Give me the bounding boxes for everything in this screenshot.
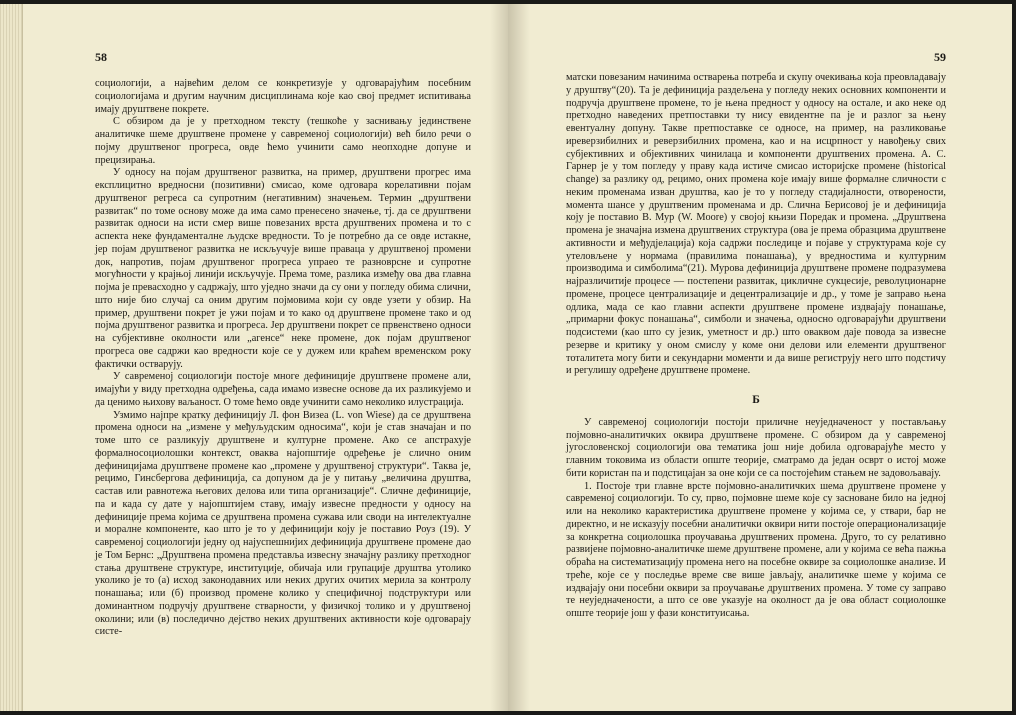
page-edges xyxy=(0,4,23,711)
section-heading: Б xyxy=(752,394,760,406)
paragraph: У односу на појам друштвеног развитка, на пример, друштвени прогрес има експлицитно вредносни (позитивни) смисао, коме одговара корелативни појам друштвеног регреса са супротним (негативним) значењем. Термин „друштвени развитак“ по томе основу може да има само пренесено значење, тј. да се друштвени развитак односи на исти смер више повезаних врста друштвених промена и то с аспекта неке фундаменталне људске вредности. То је потребно да се овде истакне, јер појам друштвеног развитка не искључује више праваца у друштвеној промени док, напротив, појам друштвеног прогреса упраео те разноврсне и супротне могућности у крајњој линији искључује. Према томе, разлика између ова два главна појма је превасходно у садржају, што уједно значи да су они у погледу обима слични, што није био случај са оним другим појмовима који су овде узети у обзир. На пример, друштвени покрет је ужи појам и то како од друштвене промене тако и од појма друштвеног развитка и прогреса. Јер друштвени покрет се првенствено односи на субјективне околности или „агенсе“ неке промене, док појам друштвеног прогреса ове садржи као вредности које се у дужем или краћем временском року фактички остварују. xyxy=(95,167,471,370)
left-page xyxy=(0,4,508,711)
paragraph: У савременој социологији постоји приличне неуједначеност у постављању појмовно-аналитичких оквира друштвене промене. С обзиром да у савременој југословенској социологији ова тематика још није добила одговарајуће место у главним токовима из области опште теорије, сматрамо да један осврт о истој може бити користан па и подстицајан за оне који се са постојећим стањем не задовољавају. xyxy=(566,416,946,479)
right-page xyxy=(508,4,1012,711)
gutter-shadow xyxy=(508,4,530,711)
left-body-text xyxy=(95,78,471,639)
paragraph: матски повезаним начинима остварења потреба и скупу очекивања која преовладавају у друштву“(20). Та је дефиниција раздељена у погледу неких основних компоненти и подручја друштвене промене, то је њена предност у односу на остале, и ако неке од претходно наведених претпоставки ту нису евидентне па је и разлог за њену евентуалну допуну. Такве претпоставке се односе, на пример, на разликовање иреверзибилних и реверзибилних промена, као и на исцрпност у навођењу свих субјективних и објективних чинилаца и компоненти друштвених промена. А. С. Гарнер је у том погледу у праву када истиче смисао историјске промене (historical change) за разлику од, рецимо, оних промена које имају више формалне сличности с неким променама изван друштва, као је то у погледу стадијалности, отворености, момента шансе у друштвеним променама и др. Слична Берисовој је и дефиниција коју је поставио В. Мур (W. Moore) у својој књизи Поредак и промена. „Друштвена промена је значајна измена друштвених структура (ова је према образцима друштвене активности и међудјелација) која садржи последице и појаве у структурама које су утеловљене у нормама (правилима понашања), у вредностима и културним производима и симболима“(21). Мурова дефиниција друштвене промене подразумева најразличитије процесе — постепени развитак, цикличне сукцесије, револуционарне промене, процесе централизације и децентрализације и др., у томе је заправо њена одлика, мада се као главни аспекти друштвене промене издвајају понашање, „примарни фокус понашања“, симболи и значења, односно одговарајући друштвени подсистеми (као што су језик, уметност и др.) што оваквом даје повода за извесне резерве и критику у оном смислу у коме они делови или елементи друштвеног тоталитета могу бити и секундарни моменти и да више региструју него што подстичу и регулишу одређене друштвене промене. xyxy=(566,72,946,377)
page-number: 59 xyxy=(934,50,946,64)
paragraph: С обзиром да је у претходном тексту (тешкоће у заснивању јединствене аналитичке шеме друштвене промене у савременој социологији) већ било речи о појму друштвеног прогреса, овде ћемо учинити само неопходне допуне и прецизирања. xyxy=(95,116,471,166)
gutter-shadow xyxy=(490,4,508,711)
paragraph: 1. Постоје три главне врсте појмовно-аналитичких шема друштвене промене у савременој социологији. То су, прво, појмовне шеме које су засноване било на једној или на неколико карактеристика друштвене промене у којима се, у ствари, бар не директно, и не исказују посебни аналитички оквири нити постоје операционализације за конкретна социолошка проучавања друштвених промена. Друго, то су релативно развијене појмовно-аналитичке шеме друштвене промене, али у којима се већа пажња обраћа на систематизацију промена него на посебне оквире за социолошке анализе. И треће, које се у последње време све више јављају, аналитичке шеме у којима се издвајају они посебни оквири за проучавање друштвених промена. У томе су заправо те неуједначености, а што се ове указује на околност да је ова област социолошке опште теорије још у фази конституисања. xyxy=(566,480,946,619)
page-number: 58 xyxy=(95,50,107,64)
right-body-text xyxy=(566,72,946,621)
paragraph: Узмимо најпре кратку дефиницију Л. фон Визеа (L. von Wiese) да се друштвена промена односи на „измене у међуљудским односима“, који је став значајан и по томе што се разликују друштвене и културне промене. Ако се апстрахује формалносоциолошки контекст, оваква најопштије одређење је слично оним дефиницијама друштвене промене као „промене у друштвеној структури“. Таква је, рецимо, Гинсбергова дефиниција, са допуном да је у питању „величина друштва, састав или равнотежа његових делова или типа организације“. Сличне дефиниције, па и када су дате у најопштијем ставу, имају извесне предности у односу на дефиниције према којима се друштвена промена сужава или своди на интелектуалне и моралне компоненте, као што је то у дефиницији коју је поставио Роуз (19). У савременој социологији једну од најуспешнијих дефиниција друштвене промене дао је Том Бернс: „Друштвена промена представља извесну значајну разлику претходног стања друштвене структуре, институције, обичаја или групације друштва утолико уколико је то (а) исход законодавних или неких других очитих мерила за контролу понашања; или (б) производ промене колико у специфичној подструктури или доминантном подручју друштвене стварности, у физичкој толико и у друштвеној околини; или (в) последично дејство неких друштвених активности које одговарају систе- xyxy=(95,409,471,638)
paragraph: социологији, а највећим делом се конкретизује у одговарајућим посебним социологијама и другим научним дисциплинама које као свој предмет испитивања имају друштвене покрете. xyxy=(95,78,471,115)
paragraph: У савременој социологији постоје многе дефиниције друштвене промене али, имајући у виду претходна одређења, сада имамо извесне основе да их разликујемо и да ценимо њихову ваљаност. О томе ћемо овде учинити само неколико илустрација. xyxy=(95,371,471,408)
